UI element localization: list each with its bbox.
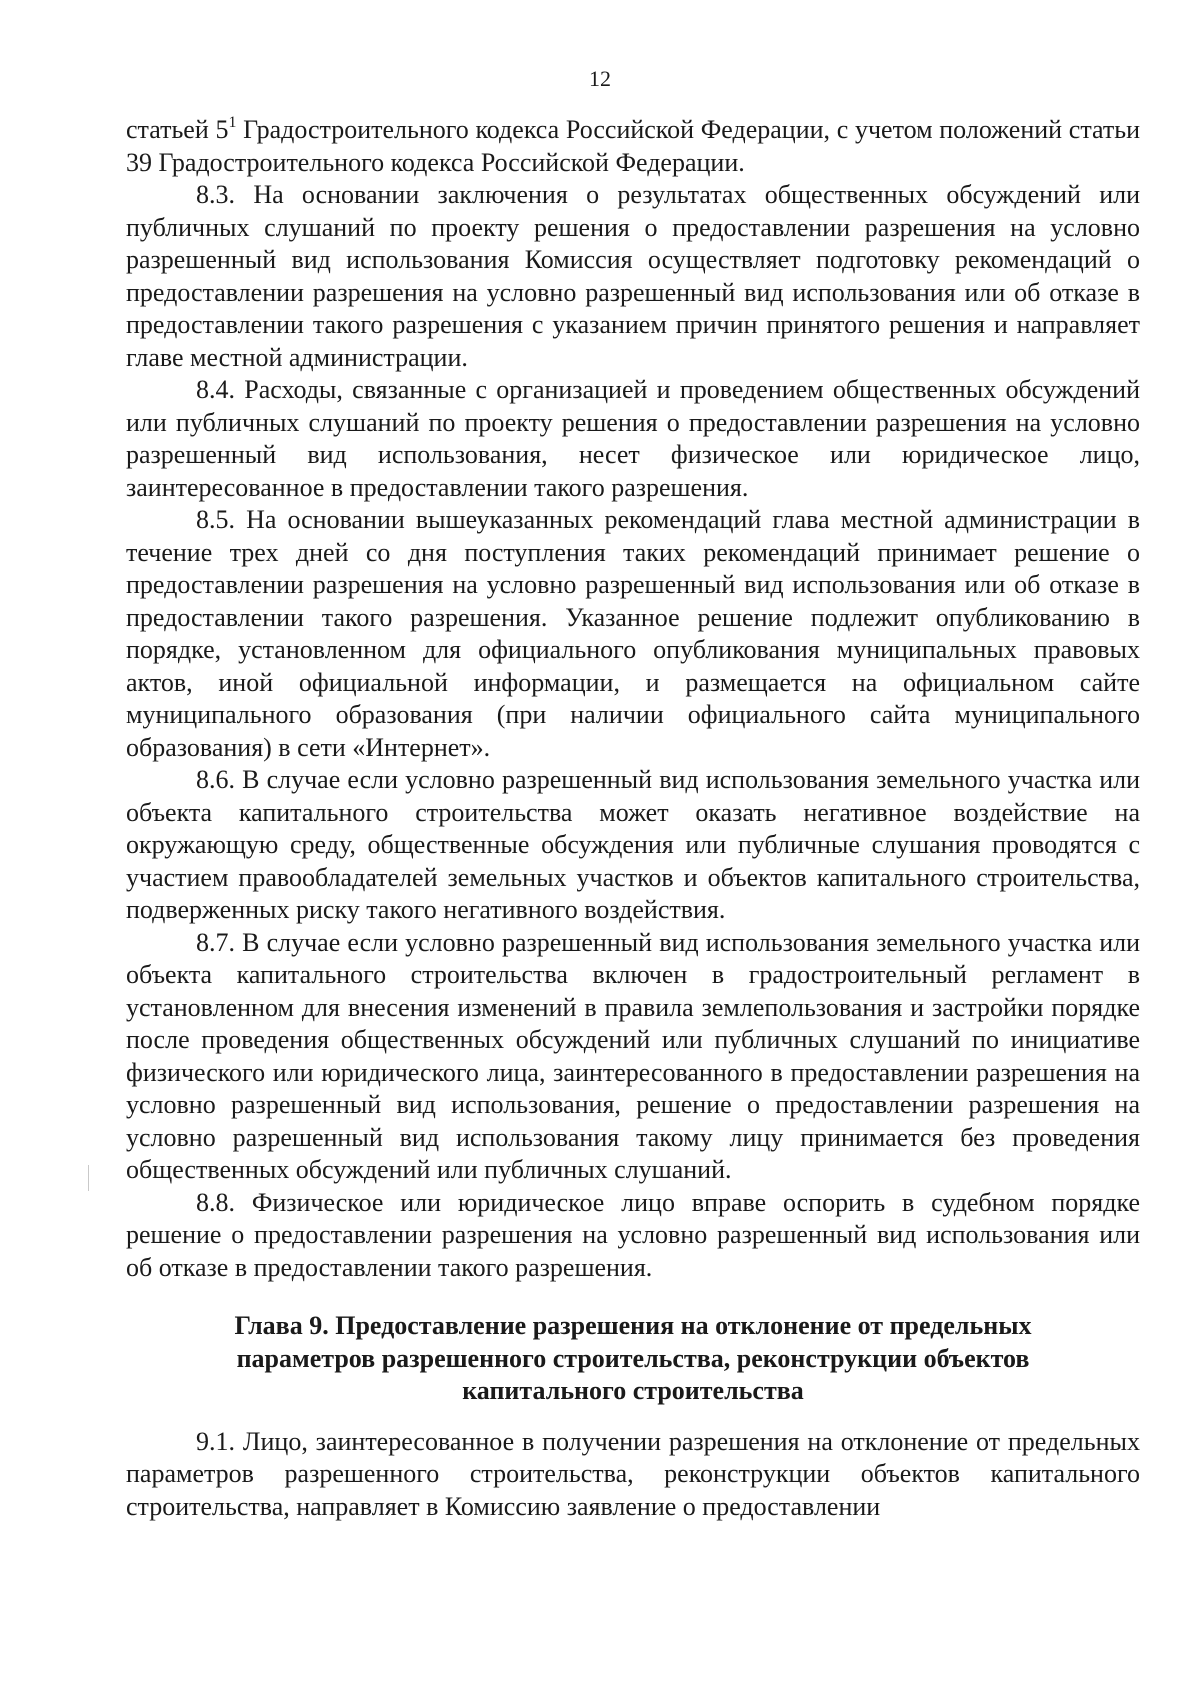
item-number: 9.1. [196,1426,235,1456]
paragraph-text-start: статьей 5 [126,115,229,144]
document-body [126,114,1140,1523]
chapter-heading-line-1: Глава 9. Предоставление разрешения на отклонение от предельных [234,1311,1032,1340]
item-number: 8.5. [196,505,235,534]
paragraph-8-4 [126,374,1140,504]
item-text: На основании вышеуказанных рекомендаций глава местной администрации в течение трех дней со дня поступления таких рекомендаций принимает решение о предоставлении разрешения на условно разрешенный вид использования или об отказе в предоставлении такого разрешения. Указанное решение подлежит опубликованию в порядке, установленном для официального опубликования муниципальных правовых актов, иной официальной информации, и размещается на официальном сайте муниципального образования (при наличии официального сайта муниципального образования) в сети «Интернет». [126,505,1140,762]
item-text: Физическое или юридическое лицо вправе оспорить в судебном порядке решение о предоставлении разрешения на условно разрешенный вид использования или об отказе в предоставлении такого разрешения. [126,1187,1141,1282]
item-text: Расходы, связанные с организацией и проведением общественных обсуждений или публичных слушаний по проекту решения о предоставлении разрешения на условно разрешенный вид использования, несет физическое или юридическое лицо, заинтересованное в предоставлении такого разрешения. [126,375,1140,502]
item-text: Лицо, заинтересованное в получении разрешения на отклонение от предельных параметров разрешенного строительства, реконструкции объектов капитального строительства, направляет в Комиссию заявление о предоставлении [126,1426,1140,1521]
item-text: В случае если условно разрешенный вид использования земельного участка или объекта капитального строительства включен в градостроительный регламент в установленном для внесения изменений в правила землепользования и застройки порядке после проведения общественных обсуждений или публичных слушаний по инициативе физического или юридического лица, заинтересованного в предоставлении разрешения на условно разрешенный вид использования, решение о предоставлении разрешения на условно разрешенный вид использования такому лицу принимается без проведения общественных обсуждений или публичных слушаний. [126,927,1140,1184]
item-number: 8.8. [196,1187,235,1217]
page-number: 12 [589,66,611,91]
paragraph-8-5 [126,504,1140,764]
chapter-heading [172,1310,1094,1408]
paragraph-8-8 [126,1187,1140,1285]
paragraph-9-1 [126,1426,1140,1524]
superscript-article-index: 1 [228,114,237,131]
paragraph-8-3 [126,179,1140,374]
chapter-heading-line-2: параметров разрешенного строительства, реконструкции объектов [236,1343,1030,1373]
item-text: На основании заключения о результатах общественных обсуждений или публичных слушаний по проекту решения о предоставлении разрешения на условно разрешенный вид использования Комиссия осуществляет подготовку рекомендаций о предоставлении разрешения на условно разрешенный вид использования или об отказе в предоставлении такого разрешения с указанием причин принятого решения и направляет главе местной администрации. [126,180,1140,372]
paragraph-text-end: Градостроительного кодекса Российской Федерации, с учетом положений статьи 39 Градостроительного кодекса Российской Федерации. [126,115,1140,177]
chapter-heading-line-3: капитального строительства [462,1376,804,1405]
item-number: 8.3. [196,180,235,209]
paragraph-continuation [126,114,1140,179]
margin-mark [88,1165,89,1191]
item-number: 8.4. [196,375,235,404]
item-number: 8.6. [196,765,235,794]
paragraph-8-6 [126,764,1140,927]
item-number: 8.7. [196,927,235,957]
paragraph-8-7 [126,927,1140,1187]
item-text: В случае если условно разрешенный вид использования земельного участка или объекта капитального строительства может оказать негативное воздействие на окружающую среду, общественные обсуждения или публичные слушания проводятся с участием правообладателей земельных участков и объектов капитального строительства, подверженных риску такого негативного воздействия. [126,765,1140,924]
